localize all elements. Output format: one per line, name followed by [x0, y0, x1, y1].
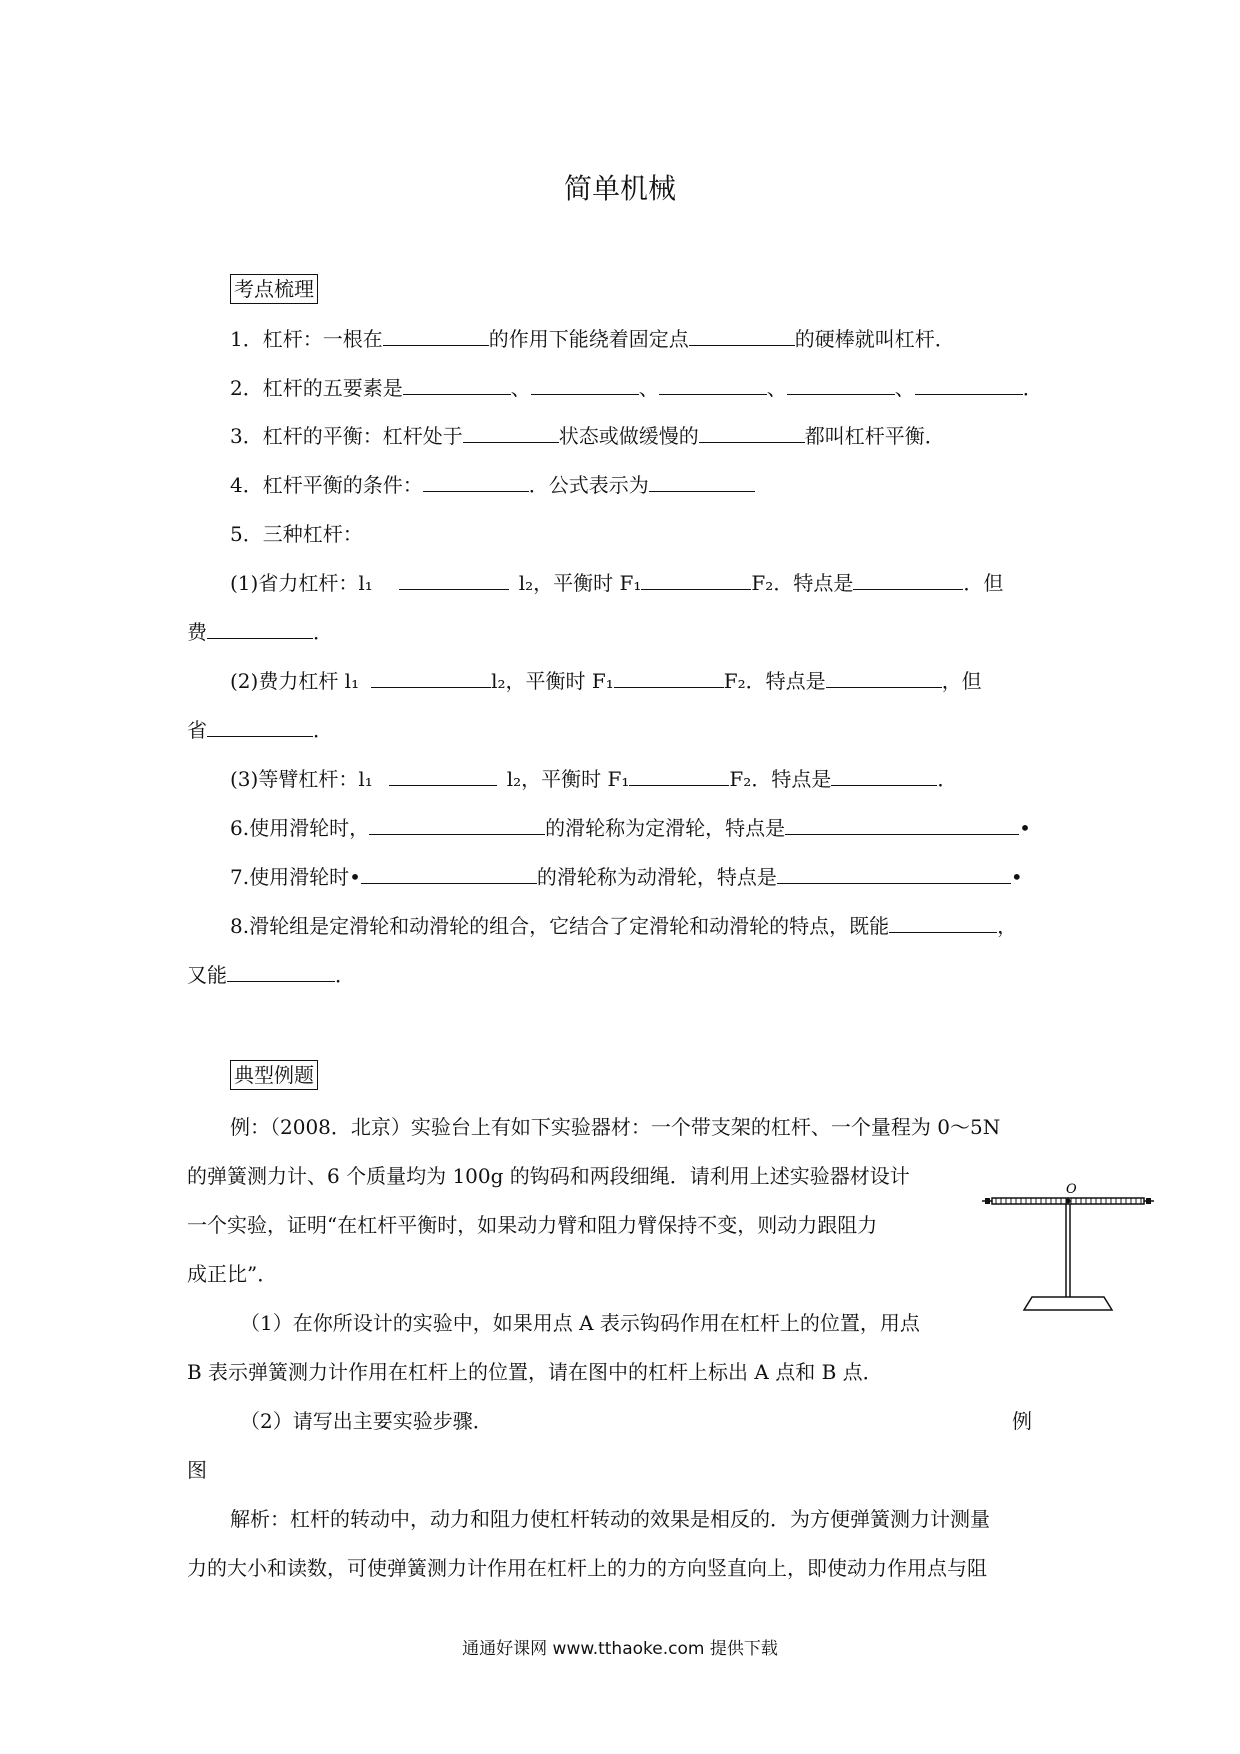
question-6: 6.使用滑轮时， 的滑轮称为定滑轮，特点是 • — [230, 816, 1031, 840]
pivot-point — [1066, 1199, 1071, 1204]
answer-blank[interactable] — [463, 424, 559, 443]
answer-blank[interactable] — [699, 424, 805, 443]
answer-blank[interactable] — [659, 376, 767, 395]
answer-blank[interactable] — [689, 327, 795, 346]
lever-figure — [982, 1180, 1158, 1320]
figure-caption: 图 — [187, 1458, 207, 1482]
answer-blank[interactable] — [361, 865, 537, 884]
answer-blank[interactable] — [641, 571, 751, 590]
example-line: 例：（2008．北京）实验台上有如下实验器材：一个带支架的杠杆、一个量程为 0～5N — [230, 1115, 1001, 1139]
example-line: 解析：杠杆的转动中，动力和阻力使杠杆转动的效果是相反的．为方便弹簧测力计测量 — [230, 1507, 990, 1531]
example-line: 的弹簧测力计、6 个质量均为 100g 的钩码和两段细绳．请利用上述实验器材设计 — [187, 1164, 910, 1188]
question-5-1: (1)省力杠杆：l₁ l₂，平衡时 F₁ F₂．特点是 ．但 — [230, 571, 1004, 595]
answer-blank[interactable] — [371, 669, 491, 688]
question-5-2-cont: 省 ． — [187, 718, 333, 742]
answer-blank[interactable] — [399, 571, 509, 590]
page-title: 简单机械 — [563, 172, 676, 205]
answer-blank[interactable] — [629, 767, 729, 786]
answer-blank[interactable] — [423, 473, 529, 492]
example-line: 一个实验，证明“在杠杆平衡时，如果动力臂和阻力臂保持不变，则动力跟阻力 — [187, 1213, 878, 1237]
question-5-1-cont: 费 ． — [187, 620, 333, 644]
stand-base — [1024, 1297, 1112, 1310]
answer-blank[interactable] — [227, 963, 335, 982]
section-heading-review: 考点梳理 — [230, 274, 318, 304]
example-line: （2）请写出主要实验步骤． — [240, 1409, 493, 1433]
figure-caption: 例 — [1012, 1409, 1032, 1433]
answer-blank[interactable] — [777, 865, 1011, 884]
answer-blank[interactable] — [826, 669, 942, 688]
question-5-2: (2)费力杠杆 l₁ l₂，平衡时 F₁ F₂．特点是 ，但 — [230, 669, 982, 693]
answer-blank[interactable] — [889, 914, 997, 933]
question-3: 3．杠杆的平衡：杠杆处于 状态或做缓慢的 都叫杠杆平衡． — [230, 424, 945, 448]
answer-blank[interactable] — [369, 816, 545, 835]
section-heading-examples: 典型例题 — [230, 1060, 318, 1090]
answer-blank[interactable] — [787, 376, 895, 395]
question-5: 5．三种杠杆： — [230, 522, 363, 546]
pivot-label: O — [1066, 1182, 1077, 1197]
question-8-cont: 又能 ． — [187, 963, 355, 987]
question-4: 4．杠杆平衡的条件： ．公式表示为 — [230, 472, 755, 498]
answer-blank[interactable] — [383, 327, 489, 346]
answer-blank[interactable] — [831, 767, 937, 786]
question-7: 7.使用滑轮时• 的滑轮称为动滑轮，特点是 • — [230, 865, 1023, 889]
example-line: 成正比”． — [187, 1262, 278, 1286]
answer-blank[interactable] — [207, 718, 313, 737]
example-line: （1）在你所设计的实验中，如果用点 A 表示钩码作用在杠杆上的位置，用点 — [240, 1311, 920, 1335]
footer: 通通好课网 www.tthaoke.com 提供下载 — [462, 1639, 778, 1659]
answer-blank[interactable] — [614, 669, 724, 688]
answer-blank[interactable] — [403, 376, 511, 395]
question-8: 8.滑轮组是定滑轮和动滑轮的组合，它结合了定滑轮和动滑轮的特点，既能 ， — [230, 914, 1018, 938]
example-line: 力的大小和读数，可使弹簧测力计作用在杠杆上的力的方向竖直向上，即使动力作用点与阻 — [187, 1556, 987, 1580]
answer-blank[interactable] — [207, 620, 313, 639]
example-line: B 表示弹簧测力计作用在杠杆上的位置，请在图中的杠杆上标出 A 点和 B 点． — [187, 1360, 883, 1384]
answer-blank[interactable] — [649, 473, 755, 492]
answer-blank[interactable] — [785, 816, 1019, 835]
question-2: 2．杠杆的五要素是 、 、 、 、 ． — [230, 376, 1043, 400]
question-1: 1．杠杆：一根在 的作用下能绕着固定点 的硬棒就叫杠杆． — [230, 327, 955, 351]
answer-blank[interactable] — [853, 571, 963, 590]
question-5-3: (3)等臂杠杆：l₁ l₂，平衡时 F₁ F₂．特点是 ． — [230, 767, 958, 791]
answer-blank[interactable] — [389, 767, 497, 786]
answer-blank[interactable] — [531, 376, 639, 395]
answer-blank[interactable] — [915, 376, 1023, 395]
